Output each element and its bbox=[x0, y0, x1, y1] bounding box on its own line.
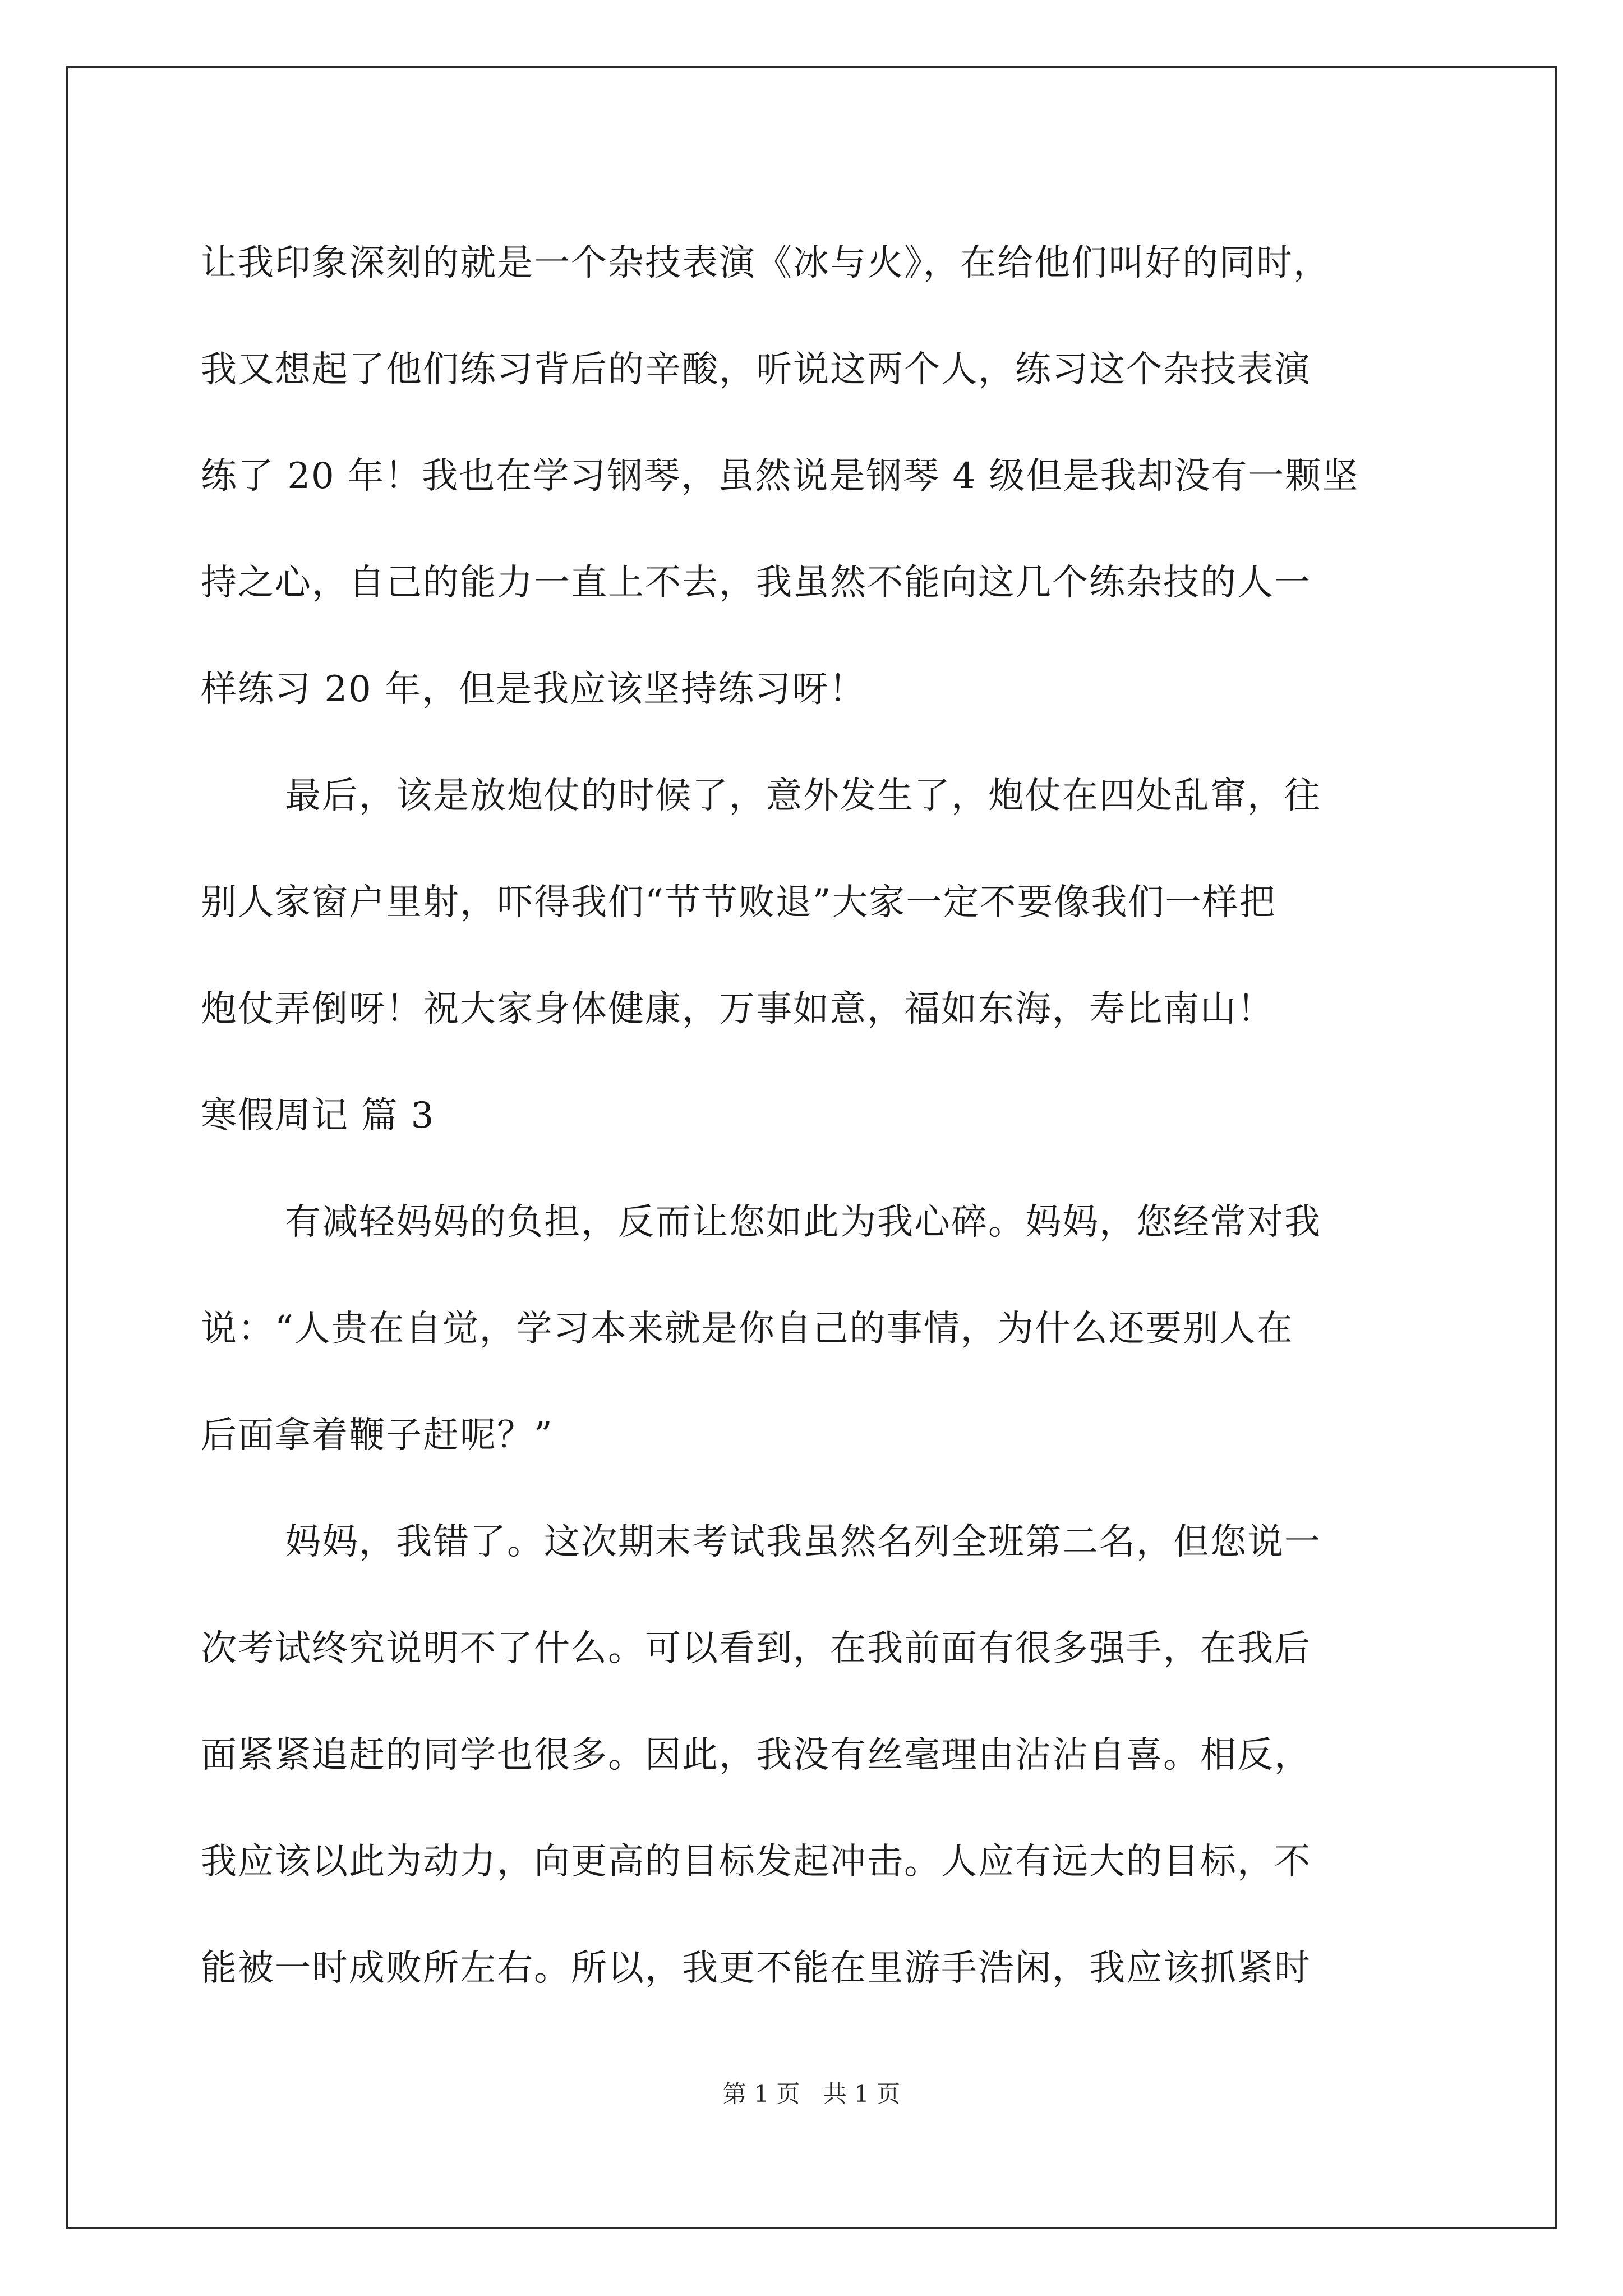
text-line: 后面拿着鞭子赶呢？” bbox=[201, 1415, 554, 1456]
text-line: 能被一时成败所左右。所以，我更不能在里游手浩闲，我应该抓紧时 bbox=[201, 1948, 1311, 1989]
text-line: 别人家窗户里射，吓得我们“节节败退”大家一定不要像我们一样把 bbox=[201, 882, 1276, 923]
text-line: 持之心，自己的能力一直上不去，我虽然不能向这几个练杂技的人一 bbox=[201, 562, 1311, 604]
text-line: 让我印象深刻的就是一个杂技表演《冰与火》，在给他们叫好的同时， bbox=[201, 242, 1330, 284]
text-line: 面紧紧追赶的同学也很多。因此，我没有丝毫理由沾沾自喜。相反， bbox=[201, 1734, 1311, 1776]
page-number: 第 1 页 bbox=[722, 2080, 800, 2108]
section-heading: 寒假周记 篇 3 bbox=[201, 1095, 435, 1137]
text-line: 我应该以此为动力，向更高的目标发起冲击。人应有远大的目标，不 bbox=[201, 1841, 1311, 1883]
text-line: 我又想起了他们练习背后的辛酸，听说这两个人，练习这个杂技表演 bbox=[201, 349, 1311, 390]
text-line: 有减轻妈妈的负担，反而让您如此为我心碎。妈妈，您经常对我 bbox=[285, 1202, 1321, 1243]
text-line: 样练习 20 年，但是我应该坚持练习呀！ bbox=[201, 669, 866, 710]
text-line: 最后，该是放炮仗的时候了，意外发生了，炮仗在四处乱窜，往 bbox=[285, 775, 1321, 817]
page-footer bbox=[0, 2076, 1623, 2109]
text-line: 说：“人贵在自觉，学习本来就是你自己的事情，为什么还要别人在 bbox=[201, 1308, 1294, 1350]
text-line: 练了 20 年！我也在学习钢琴，虽然说是钢琴 4 级但是我却没有一颗坚 bbox=[201, 455, 1359, 497]
text-line: 次考试终究说明不了什么。可以看到，在我前面有很多强手，在我后 bbox=[201, 1628, 1311, 1669]
page-total: 共 1 页 bbox=[823, 2080, 901, 2108]
text-line: 妈妈，我错了。这次期末考试我虽然名列全班第二名，但您说一 bbox=[285, 1521, 1321, 1563]
document-body bbox=[201, 210, 1435, 2022]
text-line: 炮仗弄倒呀！祝大家身体健康，万事如意，福如东海，寿比南山！ bbox=[201, 988, 1274, 1030]
